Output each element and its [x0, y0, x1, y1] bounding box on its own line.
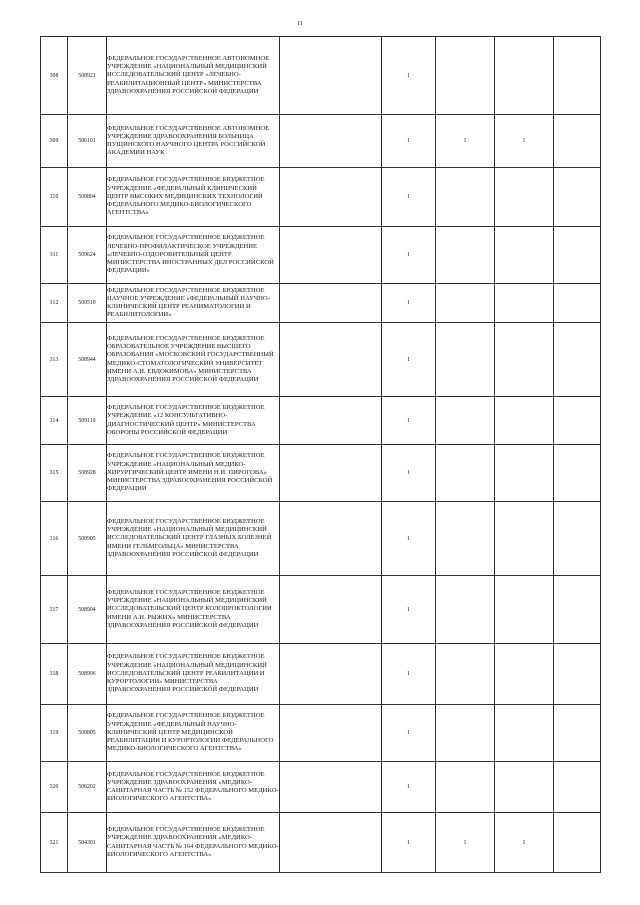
organization-code: 508928 [68, 445, 107, 502]
row-number: 310 [41, 168, 68, 227]
mark-cell [554, 762, 601, 813]
table-row [41, 762, 601, 813]
mark-cell [554, 37, 601, 115]
organization-name: ФЕДЕРАЛЬНОЕ ГОСУДАРСТВЕННОЕ АВТОНОМНОЕ УЧРЕЖДЕНИЕ «НАЦИОНАЛЬНЫЙ МЕДИЦИНСКИЙ ИССЛЕДОВАТЕЛЬСКИЙ ЦЕНТР «ЛЕЧЕБНО-РЕАБИЛИТАЦИОННЫЙ ЦЕНТР» МИНИСТЕРСТВА ЗДРАВООХРАНЕНИЯ РОССИЙСКОЙ ФЕДЕРАЦИИ [107, 37, 280, 115]
mark-cell: 1 [495, 813, 554, 873]
row-number: 308 [41, 37, 68, 115]
mark-cell [280, 284, 382, 323]
organization-name: ФЕДЕРАЛЬНОЕ ГОСУДАРСТВЕННОЕ БЮДЖЕТНОЕ ОБРАЗОВАТЕЛЬНОЕ УЧРЕЖДЕНИЕ ВЫСШЕГО ОБРАЗОВАНИЯ «МОСКОВСКИЙ ГОСУДАРСТВЕННЫЙ МЕДИКО-СТОМАТОЛОГИЧЕСКИЙ УНИВЕРСИТЕТ ИМЕНИ А.И. ЕВДОКИМОВА» МИНИСТЕРСТВА ЗДРАВООХРАНЕНИЯ РОССИЙСКОЙ ФЕДЕРАЦИИ [107, 323, 280, 397]
mark-cell [554, 397, 601, 445]
mark-cell: 1 [382, 705, 436, 762]
mark-cell [495, 644, 554, 705]
mark-cell [495, 323, 554, 397]
organization-code: 508905 [68, 502, 107, 576]
table-row [41, 576, 601, 644]
organization-name: ФЕДЕРАЛЬНОЕ ГОСУДАРСТВЕННОЕ БЮДЖЕТНОЕ УЧРЕЖДЕНИЕ «ФЕДЕРАЛЬНЫЙ КЛИНИЧЕСКИЙ ЦЕНТР ВЫСОКИХ МЕДИЦИНСКИХ ТЕХНОЛОГИЙ ФЕДЕРАЛЬНОГО МЕДИКО-БИОЛОГИЧЕСКОГО АГЕНТСТВА» [107, 168, 280, 227]
mark-cell: 1 [382, 168, 436, 227]
mark-cell [554, 576, 601, 644]
mark-cell [554, 115, 601, 168]
mark-cell [436, 397, 495, 445]
organization-code: 508904 [68, 576, 107, 644]
mark-cell [436, 644, 495, 705]
mark-cell [495, 168, 554, 227]
organization-name: ФЕДЕРАЛЬНОЕ ГОСУДАРСТВЕННОЕ АВТОНОМНОЕ УЧРЕЖДЕНИЕ ЗДРАВООХРАНЕНИЯ БОЛЬНИЦА ПУЩИНСКОГО НАУЧНОГО ЦЕНТРА РОССИЙСКОЙ АКАДЕМИИ НАУК [107, 115, 280, 168]
organization-name: ФЕДЕРАЛЬНОЕ ГОСУДАРСТВЕННОЕ БЮДЖЕТНОЕ УЧРЕЖДЕНИЕ «НАЦИОНАЛЬНЫЙ МЕДИЦИНСКИЙ ИССЛЕДОВАТЕЛЬСКИЙ ЦЕНТР ГЛАЗНЫХ БОЛЕЗНЕЙ ИМЕНИ ГЕЛЬМГОЛЬЦА» МИНИСТЕРСТВА ЗДРАВООХРАНЕНИЯ РОССИЙСКОЙ ФЕДЕРАЦИИ [107, 502, 280, 576]
organization-code: 508804 [68, 168, 107, 227]
mark-cell [495, 227, 554, 284]
organization-code: 504301 [68, 813, 107, 873]
organization-code: 508921 [68, 37, 107, 115]
row-number: 316 [41, 502, 68, 576]
mark-cell [280, 502, 382, 576]
mark-cell: 1 [382, 284, 436, 323]
table-row [41, 227, 601, 284]
mark-cell [436, 502, 495, 576]
organization-code: 506101 [68, 115, 107, 168]
mark-cell: 1 [382, 445, 436, 502]
table-row [41, 445, 601, 502]
mark-cell [436, 576, 495, 644]
table-row [41, 705, 601, 762]
mark-cell [280, 168, 382, 227]
row-number: 320 [41, 762, 68, 813]
row-number: 318 [41, 644, 68, 705]
page-number: 11 [297, 21, 303, 27]
mark-cell [554, 705, 601, 762]
mark-cell [554, 168, 601, 227]
mark-cell [280, 397, 382, 445]
mark-cell [495, 284, 554, 323]
mark-cell [554, 502, 601, 576]
table-row [41, 502, 601, 576]
organization-name: ФЕДЕРАЛЬНОЕ ГОСУДАРСТВЕННОЕ БЮДЖЕТНОЕ УЧРЕЖДЕНИЕ ЗДРАВООХРАНЕНИЯ «МЕДИКО-САНИТАРНАЯ ЧАСТЬ № 152 ФЕДЕРАЛЬНОГО МЕДИКО-БИОЛОГИЧЕСКОГО АГЕНТСТВА» [107, 762, 280, 813]
table-row [41, 397, 601, 445]
table-row [41, 323, 601, 397]
mark-cell [436, 762, 495, 813]
mark-cell [436, 37, 495, 115]
row-number: 311 [41, 227, 68, 284]
mark-cell [436, 168, 495, 227]
table-row [41, 115, 601, 168]
mark-cell [436, 445, 495, 502]
mark-cell [436, 284, 495, 323]
organization-name: ФЕДЕРАЛЬНОЕ ГОСУДАРСТВЕННОЕ БЮДЖЕТНОЕ ЛЕЧЕБНО-ПРОФИЛАКТИЧЕСКОЕ УЧРЕЖДЕНИЕ «ЛЕЧЕБНО-ОЗДОРОВИТЕЛЬНЫЙ ЦЕНТР МИНИСТЕРСТВА ИНОСТРАННЫХ ДЕЛ РОССИЙСКОЙ ФЕДЕРАЦИИ» [107, 227, 280, 284]
mark-cell [554, 445, 601, 502]
mark-cell [554, 227, 601, 284]
organization-code: 509510 [68, 284, 107, 323]
registry-table [40, 36, 601, 873]
organization-name: ФЕДЕРАЛЬНОЕ ГОСУДАРСТВЕННОЕ БЮДЖЕТНОЕ УЧРЕЖДЕНИЕ «12 КОНСУЛЬТАТИВНО-ДИАГНОСТИЧЕСКИЙ ЦЕНТР» МИНИСТЕРСТВА ОБОРОНЫ РОССИЙСКОЙ ФЕДЕРАЦИИ [107, 397, 280, 445]
mark-cell [554, 284, 601, 323]
row-number: 321 [41, 813, 68, 873]
mark-cell [495, 705, 554, 762]
organization-code: 509110 [68, 397, 107, 445]
mark-cell: 1 [382, 37, 436, 115]
organization-code: 508805 [68, 705, 107, 762]
mark-cell [495, 762, 554, 813]
mark-cell [280, 227, 382, 284]
mark-cell: 1 [382, 762, 436, 813]
mark-cell: 1 [382, 644, 436, 705]
mark-cell [436, 227, 495, 284]
organization-name: ФЕДЕРАЛЬНОЕ ГОСУДАРСТВЕННОЕ БЮДЖЕТНОЕ НАУЧНОЕ УЧРЕЖДЕНИЕ «ФЕДЕРАЛЬНЫЙ НАУЧНО-КЛИНИЧЕСКИЙ ЦЕНТР РЕАНИМАТОЛОГИИ И РЕАБИЛИТОЛОГИИ» [107, 284, 280, 323]
mark-cell [495, 576, 554, 644]
mark-cell [280, 115, 382, 168]
table-row [41, 37, 601, 115]
mark-cell [280, 445, 382, 502]
mark-cell: 1 [495, 115, 554, 168]
organization-code: 506202 [68, 762, 107, 813]
mark-cell: 1 [382, 115, 436, 168]
mark-cell: 1 [436, 115, 495, 168]
table-row [41, 284, 601, 323]
mark-cell [280, 762, 382, 813]
organization-name: ФЕДЕРАЛЬНОЕ ГОСУДАРСТВЕННОЕ БЮДЖЕТНОЕ УЧРЕЖДЕНИЕ «НАЦИОНАЛЬНЫЙ МЕДИЦИНСКИЙ ИССЛЕДОВАТЕЛЬСКИЙ ЦЕНТР КОЛОПРОКТОЛОГИИ ИМЕНИ А.Н. РЫЖИХ» МИНИСТЕРСТВА ЗДРАВООХРАНЕНИЯ РОССИЙСКОЙ ФЕДЕРАЦИИ [107, 576, 280, 644]
mark-cell [436, 705, 495, 762]
organization-code: 508906 [68, 644, 107, 705]
mark-cell [280, 644, 382, 705]
row-number: 309 [41, 115, 68, 168]
row-number: 314 [41, 397, 68, 445]
mark-cell [280, 37, 382, 115]
mark-cell [554, 323, 601, 397]
mark-cell: 1 [382, 502, 436, 576]
mark-cell: 1 [382, 227, 436, 284]
mark-cell: 1 [382, 397, 436, 445]
mark-cell: 1 [382, 323, 436, 397]
organization-name: ФЕДЕРАЛЬНОЕ ГОСУДАРСТВЕННОЕ БЮДЖЕТНОЕ УЧРЕЖДЕНИЕ «ФЕДЕРАЛЬНЫЙ НАУЧНО-КЛИНИЧЕСКИЙ ЦЕНТР МЕДИЦИНСКОЙ РЕАБИЛИТАЦИИ И КУРОРТОЛОГИИ ФЕДЕРАЛЬНОГО МЕДИКО-БИОЛОГИЧЕСКОГО АГЕНТСТВА» [107, 705, 280, 762]
mark-cell: 1 [436, 813, 495, 873]
organization-code: 508944 [68, 323, 107, 397]
mark-cell [495, 397, 554, 445]
organization-name: ФЕДЕРАЛЬНОЕ ГОСУДАРСТВЕННОЕ БЮДЖЕТНОЕ УЧРЕЖДЕНИЕ «НАЦИОНАЛЬНЫЙ МЕДИЦИНСКИЙ ИССЛЕДОВАТЕЛЬСКИЙ ЦЕНТР РЕАБИЛИТАЦИИ И КУРОРТОЛОГИИ» МИНИСТЕРСТВА ЗДРАВООХРАНЕНИЯ РОССИЙСКОЙ ФЕДЕРАЦИИ [107, 644, 280, 705]
row-number: 312 [41, 284, 68, 323]
mark-cell [554, 644, 601, 705]
registry-table-body [41, 37, 601, 873]
mark-cell: 1 [382, 813, 436, 873]
mark-cell [495, 502, 554, 576]
mark-cell [280, 576, 382, 644]
mark-cell [554, 813, 601, 873]
mark-cell [495, 37, 554, 115]
mark-cell [495, 445, 554, 502]
row-number: 315 [41, 445, 68, 502]
mark-cell [280, 813, 382, 873]
row-number: 313 [41, 323, 68, 397]
table-row [41, 644, 601, 705]
mark-cell [436, 323, 495, 397]
mark-cell [280, 705, 382, 762]
organization-code: 509624 [68, 227, 107, 284]
row-number: 317 [41, 576, 68, 644]
mark-cell [280, 323, 382, 397]
organization-name: ФЕДЕРАЛЬНОЕ ГОСУДАРСТВЕННОЕ БЮДЖЕТНОЕ УЧРЕЖДЕНИЕ ЗДРАВООХРАНЕНИЯ «МЕДИКО-САНИТАРНАЯ ЧАСТЬ № 164 ФЕДЕРАЛЬНОГО МЕДИКО-БИОЛОГИЧЕСКОГО АГЕНТСТВА» [107, 813, 280, 873]
table-row [41, 168, 601, 227]
organization-name: ФЕДЕРАЛЬНОЕ ГОСУДАРСТВЕННОЕ БЮДЖЕТНОЕ УЧРЕЖДЕНИЕ «НАЦИОНАЛЬНЫЙ МЕДИКО-ХИРУРГИЧЕСКИЙ ЦЕНТР ИМЕНИ Н.И. ПИРОГОВА» МИНИСТЕРСТВА ЗДРАВООХРАНЕНИЯ РОССИЙСКОЙ ФЕДЕРАЦИИ [107, 445, 280, 502]
table-row [41, 813, 601, 873]
mark-cell: 1 [382, 576, 436, 644]
row-number: 319 [41, 705, 68, 762]
